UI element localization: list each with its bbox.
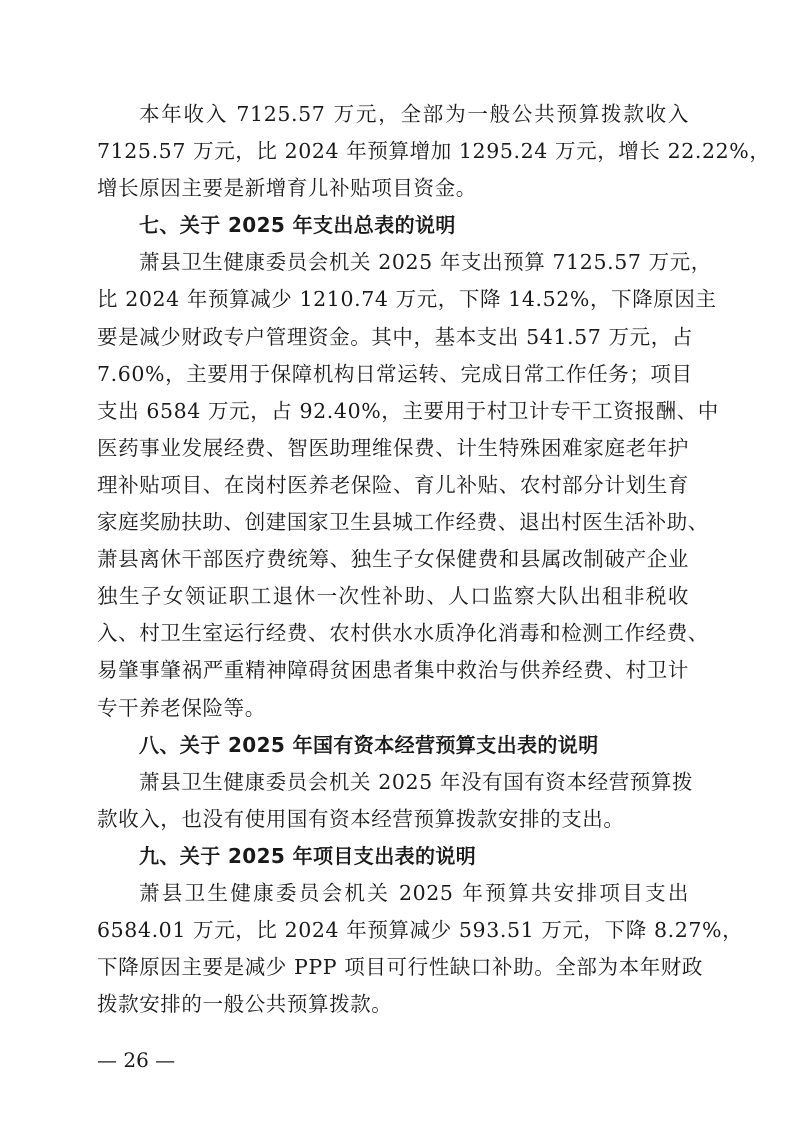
paragraph-expenditure-summary xyxy=(97,244,719,726)
text-line: 专干养老保险等。 xyxy=(97,695,266,720)
text-line: 萧县卫生健康委员会机关 2025 年预算共安排项目支出 xyxy=(139,880,689,905)
text-line: 家庭奖励扶助、创建国家卫生县城工作经费、退出村医生活补助、 xyxy=(97,510,709,535)
text-line: 拨款安排的一般公共预算拨款。 xyxy=(97,992,393,1017)
text-line: 7.60%，主要用于保障机构日常运转、完成日常工作任务；项目 xyxy=(97,361,693,386)
text-line: 萧县离休干部医疗费统筹、独生子女保健费和县属改制破产企业 xyxy=(97,547,689,572)
document-body xyxy=(97,96,771,1023)
text-line: 要是减少财政专户管理资金。其中，基本支出 541.57 万元，占 xyxy=(97,324,693,349)
text-line: 理补贴项目、在岗村医养老保险、育儿补贴、农村部分计划生育 xyxy=(97,472,689,497)
text-line: 入、村卫生室运行经费、农村供水水质净化消毒和检测工作经费、 xyxy=(97,621,709,646)
heading-text: 九、关于 2025 年项目支出表的说明 xyxy=(139,843,477,868)
paragraph-project-expenditure xyxy=(97,875,744,1023)
text-line: 7125.57 万元，比 2024 年预算增加 1295.24 万元，增长 22.22%， xyxy=(97,139,771,164)
text-line: 下降原因主要是减少 PPP 项目可行性缺口补助。全部为本年财政 xyxy=(97,955,704,980)
text-line: 医药事业发展经费、智医助理维保费、计生特殊困难家庭老年护 xyxy=(97,435,689,460)
text-line: 独生子女领证职工退休一次性补助、人口监察大队出租非税收 xyxy=(97,584,689,609)
text-line: 萧县卫生健康委员会机关 2025 年支出预算 7125.57 万元， xyxy=(139,250,712,275)
text-line: 6584.01 万元，比 2024 年预算减少 593.51 万元，下降 8.27%， xyxy=(97,918,744,943)
text-line: 款收入，也没有使用国有资本经营预算拨款安排的支出。 xyxy=(97,806,625,831)
text-line: 增长原因主要是新增育儿补贴项目资金。 xyxy=(97,176,477,201)
text-line: 易肇事肇祸严重精神障碍贫困患者集中救治与供养经费、村卫计 xyxy=(97,658,689,683)
text-line: 支出 6584 万元，占 92.40%，主要用于村卫计专干工资报酬、中 xyxy=(97,398,719,423)
heading-text: 七、关于 2025 年支出总表的说明 xyxy=(139,213,456,238)
paragraph-income-summary xyxy=(97,96,771,207)
section-heading-9 xyxy=(97,838,689,875)
text-line: 比 2024 年预算减少 1210.74 万元，下降 14.52%，下降原因主 xyxy=(97,287,717,312)
text-line: 本年收入 7125.57 万元，全部为一般公共预算拨款收入 xyxy=(139,102,689,126)
paragraph-state-capital xyxy=(97,764,694,838)
page-number: — 26 — xyxy=(97,1048,176,1072)
text-line: 萧县卫生健康委员会机关 2025 年没有国有资本经营预算拨 xyxy=(139,769,694,794)
section-heading-8 xyxy=(97,727,689,764)
heading-text: 八、关于 2025 年国有资本经营预算支出表的说明 xyxy=(139,732,599,757)
section-heading-7 xyxy=(97,207,689,244)
